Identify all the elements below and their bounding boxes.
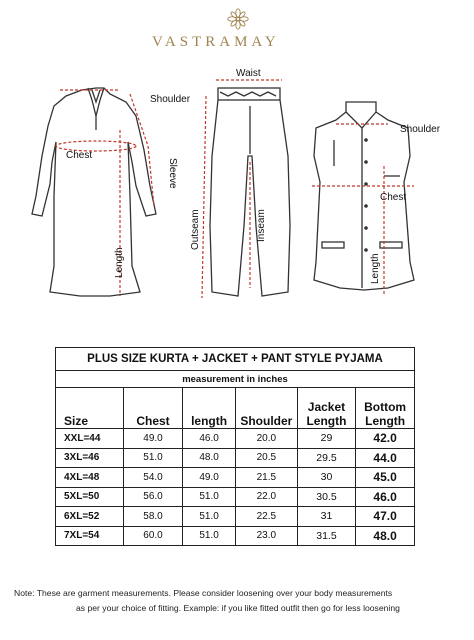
table-row [56,487,415,507]
cell-jacket-length: 30 [297,468,356,488]
cell-length: 49.0 [183,468,236,488]
table-header-row [56,388,415,429]
cell-chest: 54.0 [123,468,182,488]
garment-illustration [0,66,474,346]
label-pyjama-waist: Waist [236,68,261,79]
cell-jacket-length: 31.5 [297,526,356,546]
table-row [56,468,415,488]
label-kurta-sleeve: Sleeve [167,158,178,189]
cell-jacket-length: 29.5 [297,448,356,468]
jacket-buttons [364,138,368,252]
brand-name: VASTRAMAY [152,34,280,50]
cell-shoulder: 20.0 [235,429,297,449]
cell-shoulder: 21.5 [235,468,297,488]
kurta-outline [32,88,156,296]
cell-shoulder: 22.5 [235,507,297,527]
label-pyjama-inseam: Inseam [256,209,267,242]
cell-size: XXL=44 [56,429,124,449]
label-jacket-length: Length [370,253,381,284]
cell-length: 51.0 [183,526,236,546]
cell-jacket-length: 29 [297,429,356,449]
cell-jacket-length: 30.5 [297,487,356,507]
header-shoulder: Shoulder [235,388,297,429]
cell-size: 5XL=50 [56,487,124,507]
table-row [56,526,415,546]
garment-drawing [0,66,474,346]
cell-shoulder: 22.0 [235,487,297,507]
cell-bottom-length: 47.0 [356,507,415,527]
size-chart-table [55,347,415,546]
cell-jacket-length: 31 [297,507,356,527]
cell-length: 51.0 [183,507,236,527]
label-kurta-length: Length [114,247,125,278]
table-row [56,448,415,468]
kurta-measure-lines [56,90,154,296]
header-bottom-length: Bottom Length [356,388,415,429]
brand-header [0,8,474,52]
cell-bottom-length: 42.0 [356,429,415,449]
note-line-1: Note: These are garment measurements. Please consider loosening over your body measurements [14,588,393,598]
cell-size: 3XL=46 [56,448,124,468]
cell-bottom-length: 48.0 [356,526,415,546]
table-title: PLUS SIZE KURTA + JACKET + PANT STYLE PYJAMA [56,348,415,371]
cell-chest: 58.0 [123,507,182,527]
cell-chest: 51.0 [123,448,182,468]
cell-chest: 56.0 [123,487,182,507]
pyjama-measure-lines [202,80,282,298]
label-kurta-shoulder: Shoulder [150,94,191,105]
cell-shoulder: 20.5 [235,448,297,468]
header-length: length [183,388,236,429]
cell-bottom-length: 46.0 [356,487,415,507]
label-pyjama-outseam: Outseam [190,209,201,250]
jacket-measure-lines [312,124,414,296]
table-row [56,507,415,527]
header-chest: Chest [123,388,182,429]
cell-chest: 60.0 [123,526,182,546]
header-jacket-length: Jacket Length [297,388,356,429]
cell-bottom-length: 44.0 [356,448,415,468]
cell-size: 7XL=54 [56,526,124,546]
cell-bottom-length: 45.0 [356,468,415,488]
cell-length: 48.0 [183,448,236,468]
fitting-note [14,586,466,616]
cell-length: 51.0 [183,487,236,507]
cell-length: 46.0 [183,429,236,449]
label-jacket-chest: Chest [380,192,407,203]
table-subtitle: measurement in inches [56,371,415,388]
header-size: Size [56,388,124,429]
cell-shoulder: 23.0 [235,526,297,546]
label-jacket-shoulder: Shoulder [400,124,441,135]
note-line-2: as per your choice of fitting. Example: if you like fitted outfit then go for less loosening [76,603,400,613]
cell-chest: 49.0 [123,429,182,449]
brand-flower-icon [227,8,249,30]
table-row [56,429,415,449]
cell-size: 4XL=48 [56,468,124,488]
label-kurta-chest: Chest [66,150,93,161]
cell-size: 6XL=52 [56,507,124,527]
